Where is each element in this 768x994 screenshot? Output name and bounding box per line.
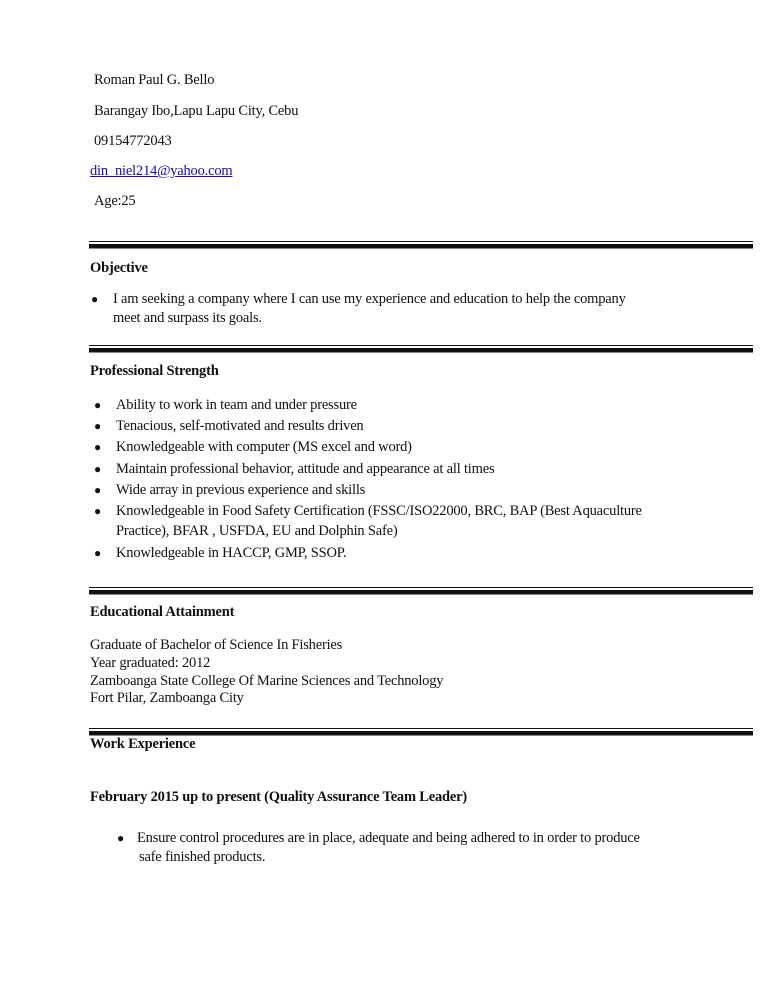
education-line: Fort Pilar, Zamboanga City: [90, 690, 244, 706]
list-item: Ability to work in team and under pressure: [116, 397, 357, 413]
age: Age:25: [94, 193, 136, 209]
objective-text: I am seeking a company where I can use my experience and education to help the company: [113, 291, 626, 307]
list-item-continuation: Practice), BFAR , USFDA, EU and Dolphin Safe): [116, 523, 398, 539]
education-line: Graduate of Bachelor of Science In Fisheries: [90, 637, 343, 653]
name: Roman Paul G. Bello: [94, 72, 215, 88]
bullet-icon: ●: [94, 546, 102, 560]
email-link[interactable]: din_niel214@yahoo.com: [90, 163, 233, 179]
bullet-icon: ●: [94, 398, 102, 412]
section-divider: [89, 728, 753, 733]
education-heading: Educational Attainment: [90, 604, 235, 620]
education-line: Year graduated: 2012: [90, 655, 211, 671]
section-divider: [89, 345, 753, 350]
list-item: Knowledgeable in Food Safety Certification (FSSC/ISO22000, BRC, BAP (Best Aquaculture: [116, 503, 642, 519]
job-duty: Ensure control procedures are in place, adequate and being adhered to in order to produce: [137, 830, 640, 846]
job-duty-continuation: safe finished products.: [139, 849, 266, 865]
list-item: Maintain professional behavior, attitude and appearance at all times: [116, 461, 495, 477]
bullet-icon: ●: [94, 504, 102, 518]
list-item: Knowledgeable with computer (MS excel and word): [116, 439, 412, 455]
job-title: February 2015 up to present (Quality Assurance Team Leader): [90, 789, 468, 805]
list-item: Tenacious, self-motivated and results driven: [116, 418, 364, 434]
phone: 09154772043: [94, 133, 172, 149]
education-line: Zamboanga State College Of Marine Sciences and Technology: [90, 673, 444, 689]
bullet-icon: ●: [94, 440, 102, 454]
objective-text: meet and surpass its goals.: [113, 310, 262, 326]
bullet-icon: ●: [94, 419, 102, 433]
list-item: Knowledgeable in HACCP, GMP, SSOP.: [116, 545, 347, 561]
bullet-icon: ●: [94, 462, 102, 476]
bullet-icon: ●: [117, 831, 125, 845]
bullet-icon: ●: [94, 483, 102, 497]
strength-heading: Professional Strength: [90, 363, 219, 379]
section-divider: [89, 587, 753, 592]
objective-heading: Objective: [90, 260, 148, 276]
list-item: Wide array in previous experience and skills: [116, 482, 366, 498]
work-heading: Work Experience: [90, 736, 196, 752]
section-divider: [89, 241, 753, 246]
address: Barangay Ibo,Lapu Lapu City, Cebu: [94, 103, 299, 119]
bullet-icon: ●: [91, 292, 99, 306]
